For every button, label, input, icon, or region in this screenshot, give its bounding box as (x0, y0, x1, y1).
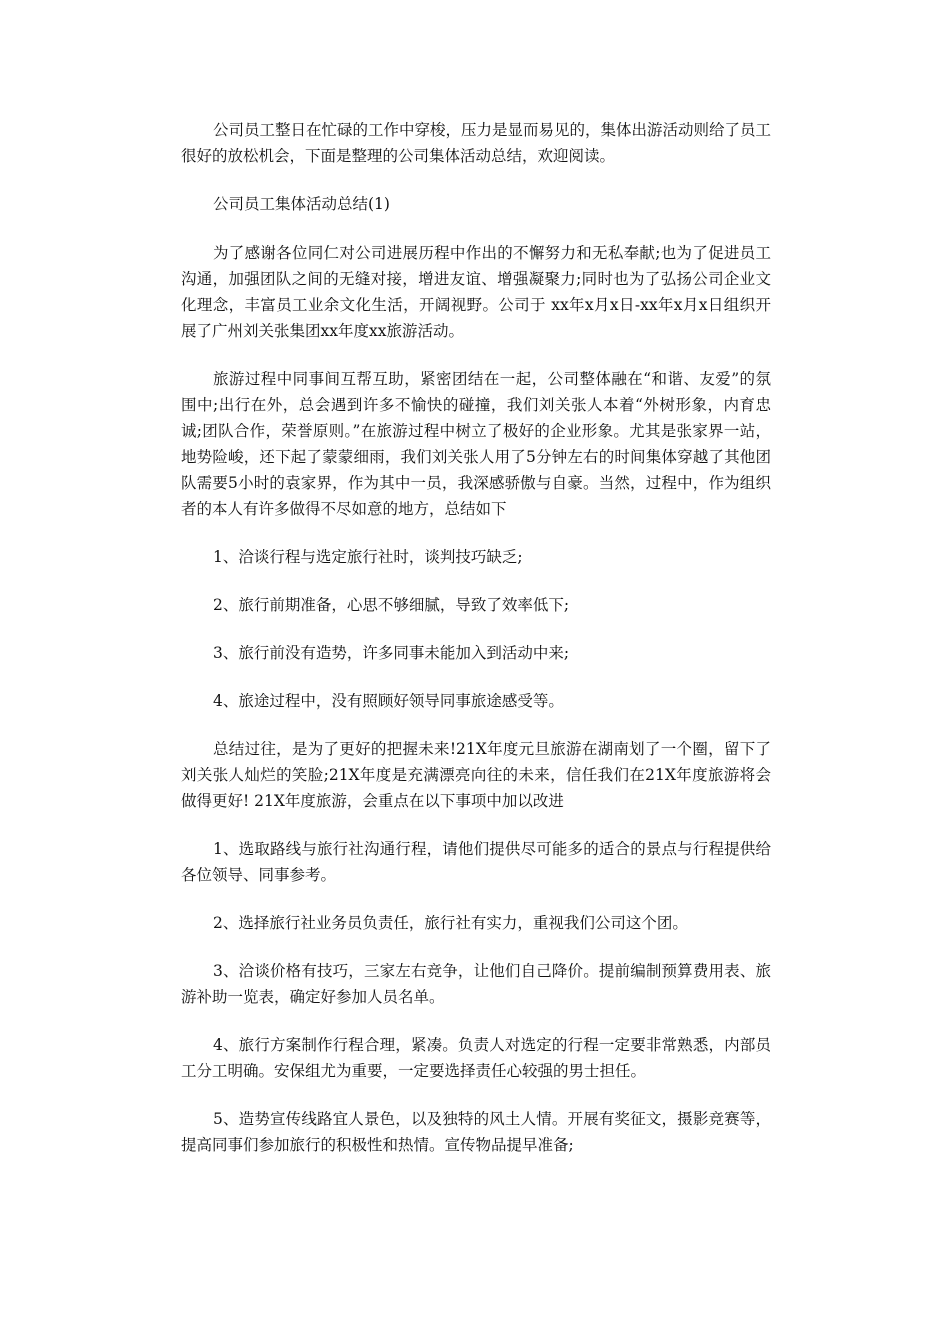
document-body (181, 117, 771, 1180)
list-item: 3、旅行前没有造势，许多同事未能加入到活动中来; (213, 644, 570, 662)
list-item: 2、旅行前期准备，心思不够细腻，导致了效率低下; (213, 596, 570, 614)
list-item: 1、洽谈行程与选定旅行社时，谈判技巧缺乏; (213, 548, 523, 566)
list-item: 4、旅途过程中，没有照顾好领导同事旅途感受等。 (213, 692, 564, 710)
intro-paragraph: 公司员工整日在忙碌的工作中穿梭，压力是显而易见的，集体出游活动则给了员工很好的放松机会，下面是整理的公司集体活动总结，欢迎阅读。 (181, 121, 772, 165)
body-paragraph: 总结过往，是为了更好的把握未来!21X年度元旦旅游在湖南划了一个圈，留下了刘关张人灿烂的笑脸;21X年度是充满漂亮向往的未来，信任我们在21X年度旅游将会做得更好! 21X年度旅游，会重点在以下事项中加以改进 (181, 740, 771, 810)
list-item: 4、旅行方案制作行程合理，紧凑。负责人对选定的行程一定要非常熟悉，内部员工分工明确。安保组尤为重要，一定要选择责任心较强的男士担任。 (181, 1036, 771, 1080)
list-item: 2、选择旅行社业务员负责任，旅行社有实力，重视我们公司这个团。 (213, 914, 688, 932)
list-item: 1、选取路线与旅行社沟通行程，请他们提供尽可能多的适合的景点与行程提供给各位领导、同事参考。 (181, 840, 771, 884)
body-paragraph: 旅游过程中同事间互帮互助，紧密团结在一起，公司整体融在“和谐、友爱”的氛围中;出行在外，总会遇到许多不愉快的碰撞，我们刘关张人本着“外树形象，内育忠诚;团队合作，荣誉原则。”在旅游过程中树立了极好的企业形象。尤其是张家界一站，地势险峻，还下起了蒙蒙细雨，我们刘关张人用了5分钟左右的时间集体穿越了其他团队需要5小时的袁家界，作为其中一员，我深感骄傲与自豪。当然，过程中，作为组织者的本人有许多做得不尽如意的地方，总结如下 (181, 370, 771, 518)
list-item: 5、造势宣传线路宜人景色，以及独特的风土人情。开展有奖征文，摄影竞赛等，提高同事们参加旅行的积极性和热情。宣传物品提早准备; (181, 1110, 771, 1154)
section-heading: 公司员工集体活动总结(1) (213, 195, 390, 213)
body-paragraph: 为了感谢各位同仁对公司进展历程中作出的不懈努力和无私奉献;也为了促进员工沟通，加强团队之间的无缝对接，增进友谊、增强凝聚力;同时也为了弘扬公司企业文化理念，丰富员工业余文化生活，开阔视野。公司于 xx年x月x日-xx年x月x日组织开展了广州刘关张集团xx年度xx旅游活动。 (181, 244, 771, 340)
list-item: 3、洽谈价格有技巧，三家左右竞争，让他们自己降价。提前编制预算费用表、旅游补助一览表，确定好参加人员名单。 (181, 962, 771, 1006)
